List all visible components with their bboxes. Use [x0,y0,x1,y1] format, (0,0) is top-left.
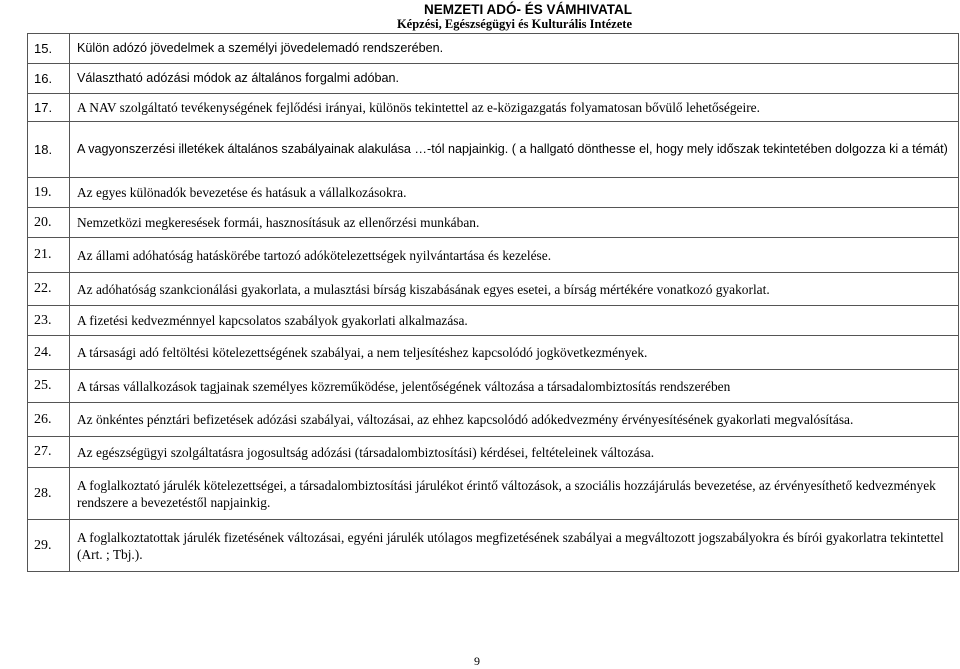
row-text: Nemzetközi megkeresések formái, hasznosításuk az ellenőrzési munkában. [70,208,959,238]
table-row [28,64,959,94]
table-row [28,520,959,572]
row-text: Az adóhatóság szankcionálási gyakorlata, a mulasztási bírság kiszabásának egyes esetei, a bírság mértékére vonatkozó gyakorlat. [70,273,959,306]
table-row [28,122,959,178]
row-number: 25. [28,370,70,403]
row-text: Az önkéntes pénztári befizetések adózási szabályai, változásai, az ehhez kapcsolódó adókedvezmény érvényesítésének gyakorlati megvalósítása. [70,403,959,437]
row-text: Külön adózó jövedelmek a személyi jövedelemadó rendszerében. [70,34,959,64]
page-number: 9 [474,654,480,668]
row-text: Választható adózási módok az általános forgalmi adóban. [70,64,959,94]
table-row [28,94,959,122]
table-row [28,178,959,208]
row-text: Az egészségügyi szolgáltatásra jogosultság adózási (társadalombiztosítási) kérdései, feltételeinek változása. [70,437,959,468]
row-text: A foglalkoztatottak járulék fizetésének változásai, egyéni járulék utólagos megfizetésének szabályai a megváltozott jogszabályokra és bírói gyakorlatra tekintettel (Art. ; Tbj.). [70,520,959,572]
row-text: Az állami adóhatóság hatáskörébe tartozó adókötelezettségek nyilvántartása és kezelése. [70,238,959,273]
row-number: 26. [28,403,70,437]
row-number: 18. [28,122,70,178]
topics-table [27,33,959,572]
table-row [28,370,959,403]
row-number: 27. [28,437,70,468]
row-number: 28. [28,468,70,520]
header-institution: NEMZETI ADÓ- ÉS VÁMHIVATAL [424,2,632,17]
row-text: A vagyonszerzési illetékek általános szabályainak alakulása …-tól napjainkig. ( a hallgató dönthesse el, hogy mely időszak tekintetében dolgozza ki a témát) [70,122,959,178]
row-number: 22. [28,273,70,306]
table-row [28,468,959,520]
row-text: A társasági adó feltöltési kötelezettségének szabályai, a nem teljesítéshez kapcsolódó jogkövetkezmények. [70,336,959,370]
table-row [28,306,959,336]
row-text: A társas vállalkozások tagjainak személyes közreműködése, jelentőségének változása a társadalombiztosítás rendszerében [70,370,959,403]
header-department: Képzési, Egészségügyi és Kulturális Intézete [396,17,632,31]
row-number: 17. [28,94,70,122]
row-text: Az egyes különadók bevezetése és hatásuk a vállalkozásokra. [70,178,959,208]
table-row [28,403,959,437]
table-row [28,437,959,468]
table-row [28,336,959,370]
document-header [397,2,632,32]
row-number: 15. [28,34,70,64]
row-text: A foglalkoztató járulék kötelezettségei, a társadalombiztosítási járulékot érintő változások, a szociális hozzájárulás bevezetése, az érvényesíthető kedvezmények rendszere a bevezetéstől napjainkig. [70,468,959,520]
row-number: 16. [28,64,70,94]
row-number: 24. [28,336,70,370]
table-row [28,208,959,238]
table-row [28,34,959,64]
row-text: A NAV szolgáltató tevékenységének fejlődési irányai, különös tekintettel az e-közigazgatás folyamatosan bővülő lehetőségeire. [70,94,959,122]
table-row [28,273,959,306]
row-number: 20. [28,208,70,238]
row-number: 29. [28,520,70,572]
row-number: 21. [28,238,70,273]
row-number: 23. [28,306,70,336]
row-number: 19. [28,178,70,208]
table-row [28,238,959,273]
row-text: A fizetési kedvezménnyel kapcsolatos szabályok gyakorlati alkalmazása. [70,306,959,336]
